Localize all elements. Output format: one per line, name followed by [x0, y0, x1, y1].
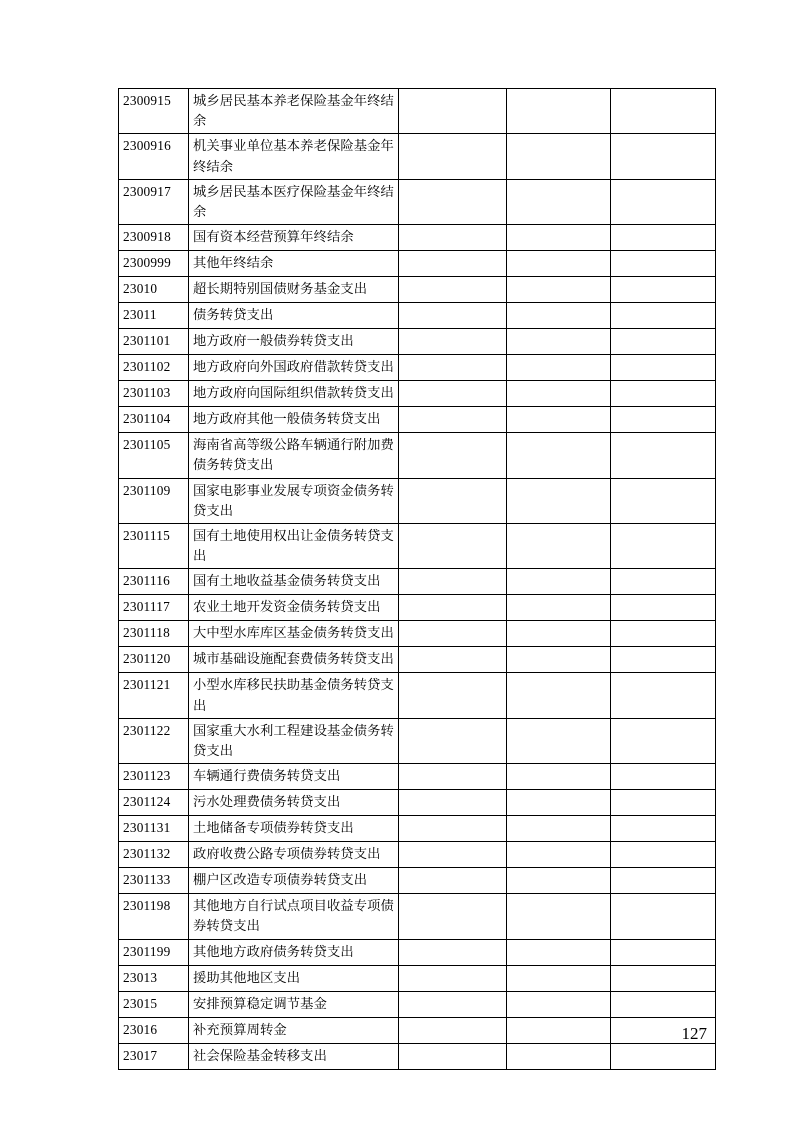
table-row: [119, 790, 716, 816]
table-row: [119, 225, 716, 251]
cell-value1: [399, 524, 507, 569]
table-row: [119, 277, 716, 303]
cell-value1: [399, 251, 507, 277]
cell-code: 2301103: [119, 381, 189, 407]
cell-code: 2301133: [119, 868, 189, 894]
cell-value3: [611, 303, 716, 329]
cell-code: 2300917: [119, 179, 189, 224]
cell-value2: [507, 816, 611, 842]
table-row: [119, 647, 716, 673]
cell-name: 农业土地开发资金债务转贷支出: [189, 595, 399, 621]
table-row: [119, 478, 716, 523]
cell-name: 车辆通行费债务转贷支出: [189, 764, 399, 790]
cell-code: 2301132: [119, 842, 189, 868]
cell-value3: [611, 939, 716, 965]
cell-value2: [507, 134, 611, 179]
cell-value2: [507, 790, 611, 816]
cell-code: 2301121: [119, 673, 189, 718]
cell-value1: [399, 764, 507, 790]
cell-code: 2301101: [119, 329, 189, 355]
cell-value3: [611, 277, 716, 303]
cell-name: 社会保险基金转移支出: [189, 1043, 399, 1069]
cell-value1: [399, 329, 507, 355]
cell-value2: [507, 329, 611, 355]
cell-code: 23016: [119, 1017, 189, 1043]
cell-value1: [399, 355, 507, 381]
table-row: [119, 303, 716, 329]
cell-value3: [611, 134, 716, 179]
table-row: [119, 433, 716, 478]
cell-value1: [399, 991, 507, 1017]
cell-code: 2301102: [119, 355, 189, 381]
cell-value2: [507, 225, 611, 251]
cell-value3: [611, 816, 716, 842]
cell-value2: [507, 355, 611, 381]
cell-code: 2301198: [119, 894, 189, 939]
cell-value3: [611, 595, 716, 621]
cell-value2: [507, 764, 611, 790]
table-row: [119, 939, 716, 965]
cell-code: 2301118: [119, 621, 189, 647]
cell-name: 国有资本经营预算年终结余: [189, 225, 399, 251]
cell-value1: [399, 433, 507, 478]
budget-expenditure-table: [118, 88, 716, 1070]
cell-value3: [611, 433, 716, 478]
table-body: [119, 89, 716, 1070]
cell-code: 2301120: [119, 647, 189, 673]
table-row: [119, 868, 716, 894]
cell-code: 2301124: [119, 790, 189, 816]
cell-value2: [507, 1043, 611, 1069]
cell-code: 2301115: [119, 524, 189, 569]
cell-value2: [507, 673, 611, 718]
cell-name: 政府收费公路专项债券转贷支出: [189, 842, 399, 868]
table-row: [119, 764, 716, 790]
table-row: [119, 407, 716, 433]
cell-name: 棚户区改造专项债券转贷支出: [189, 868, 399, 894]
cell-name: 大中型水库库区基金债务转贷支出: [189, 621, 399, 647]
table-row: [119, 621, 716, 647]
cell-value3: [611, 842, 716, 868]
cell-name: 地方政府向国际组织借款转贷支出: [189, 381, 399, 407]
cell-code: 2301104: [119, 407, 189, 433]
cell-value2: [507, 303, 611, 329]
cell-name: 国家重大水利工程建设基金债务转贷支出: [189, 718, 399, 763]
table-row: [119, 329, 716, 355]
cell-value3: [611, 764, 716, 790]
cell-value3: [611, 225, 716, 251]
cell-code: 2300915: [119, 89, 189, 134]
page-number: 127: [681, 1024, 707, 1043]
table-row: [119, 991, 716, 1017]
cell-name: 地方政府向外国政府借款转贷支出: [189, 355, 399, 381]
cell-name: 国有土地收益基金债务转贷支出: [189, 569, 399, 595]
cell-name: 城乡居民基本医疗保险基金年终结余: [189, 179, 399, 224]
cell-value3: [611, 1043, 716, 1069]
cell-value2: [507, 277, 611, 303]
cell-code: 23011: [119, 303, 189, 329]
cell-value1: [399, 595, 507, 621]
cell-value1: [399, 842, 507, 868]
cell-value3: [611, 673, 716, 718]
cell-name: 安排预算稳定调节基金: [189, 991, 399, 1017]
table-row: [119, 524, 716, 569]
cell-value1: [399, 673, 507, 718]
cell-code: 2301122: [119, 718, 189, 763]
cell-value1: [399, 179, 507, 224]
table-row: [119, 673, 716, 718]
cell-name: 机关事业单位基本养老保险基金年终结余: [189, 134, 399, 179]
cell-value3: [611, 868, 716, 894]
cell-name: 土地储备专项债券转贷支出: [189, 816, 399, 842]
cell-value1: [399, 1043, 507, 1069]
cell-value3: [611, 894, 716, 939]
cell-value1: [399, 939, 507, 965]
cell-name: 污水处理费债务转贷支出: [189, 790, 399, 816]
table-row: [119, 381, 716, 407]
cell-value2: [507, 1017, 611, 1043]
cell-code: 2300916: [119, 134, 189, 179]
cell-value3: [611, 718, 716, 763]
cell-value1: [399, 277, 507, 303]
cell-name: 国家电影事业发展专项资金债务转贷支出: [189, 478, 399, 523]
cell-code: 2301109: [119, 478, 189, 523]
table-row: [119, 816, 716, 842]
cell-value2: [507, 842, 611, 868]
cell-value2: [507, 89, 611, 134]
cell-value1: [399, 621, 507, 647]
cell-name: 援助其他地区支出: [189, 965, 399, 991]
cell-value1: [399, 894, 507, 939]
cell-value3: [611, 991, 716, 1017]
table-row: [119, 569, 716, 595]
cell-value1: [399, 303, 507, 329]
cell-code: 23017: [119, 1043, 189, 1069]
cell-name: 补充预算周转金: [189, 1017, 399, 1043]
cell-code: 23015: [119, 991, 189, 1017]
cell-value2: [507, 179, 611, 224]
cell-value1: [399, 816, 507, 842]
table-row: [119, 595, 716, 621]
cell-value1: [399, 381, 507, 407]
table-row: [119, 89, 716, 134]
cell-value2: [507, 381, 611, 407]
cell-code: 23010: [119, 277, 189, 303]
cell-code: 2301199: [119, 939, 189, 965]
cell-code: 23013: [119, 965, 189, 991]
cell-value2: [507, 647, 611, 673]
cell-value1: [399, 965, 507, 991]
cell-value3: [611, 179, 716, 224]
cell-value3: [611, 478, 716, 523]
cell-value2: [507, 621, 611, 647]
cell-value2: [507, 569, 611, 595]
cell-value3: [611, 569, 716, 595]
cell-value2: [507, 939, 611, 965]
cell-name: 其他地方政府债务转贷支出: [189, 939, 399, 965]
cell-name: 海南省高等级公路车辆通行附加费债务转贷支出: [189, 433, 399, 478]
cell-name: 地方政府一般债券转贷支出: [189, 329, 399, 355]
cell-value1: [399, 718, 507, 763]
cell-value2: [507, 868, 611, 894]
cell-name: 超长期特别国债财务基金支出: [189, 277, 399, 303]
cell-value2: [507, 718, 611, 763]
cell-code: 2300918: [119, 225, 189, 251]
table-row: [119, 1043, 716, 1069]
cell-value1: [399, 790, 507, 816]
cell-value2: [507, 894, 611, 939]
table-row: [119, 965, 716, 991]
cell-value3: [611, 407, 716, 433]
table-row: [119, 251, 716, 277]
cell-value2: [507, 524, 611, 569]
cell-value3: [611, 621, 716, 647]
cell-value3: [611, 381, 716, 407]
cell-name: 地方政府其他一般债务转贷支出: [189, 407, 399, 433]
table-row: [119, 718, 716, 763]
cell-value2: [507, 407, 611, 433]
cell-code: 2301117: [119, 595, 189, 621]
cell-value2: [507, 251, 611, 277]
cell-code: 2301123: [119, 764, 189, 790]
cell-code: 2300999: [119, 251, 189, 277]
cell-value1: [399, 89, 507, 134]
cell-value2: [507, 991, 611, 1017]
cell-value3: [611, 965, 716, 991]
cell-value3: [611, 251, 716, 277]
cell-value1: [399, 134, 507, 179]
table-row: [119, 355, 716, 381]
cell-value2: [507, 595, 611, 621]
cell-code: 2301105: [119, 433, 189, 478]
cell-name: 城市基础设施配套费债务转贷支出: [189, 647, 399, 673]
cell-value1: [399, 868, 507, 894]
cell-name: 城乡居民基本养老保险基金年终结余: [189, 89, 399, 134]
table-row: [119, 1017, 716, 1043]
cell-value1: [399, 647, 507, 673]
table-row: [119, 894, 716, 939]
cell-value2: [507, 478, 611, 523]
cell-value3: [611, 355, 716, 381]
cell-value1: [399, 225, 507, 251]
cell-name: 国有土地使用权出让金债务转贷支出: [189, 524, 399, 569]
cell-name: 其他地方自行试点项目收益专项债券转贷支出: [189, 894, 399, 939]
cell-code: 2301116: [119, 569, 189, 595]
cell-code: 2301131: [119, 816, 189, 842]
cell-name: 小型水库移民扶助基金债务转贷支出: [189, 673, 399, 718]
cell-name: 其他年终结余: [189, 251, 399, 277]
cell-value1: [399, 478, 507, 523]
cell-value1: [399, 407, 507, 433]
cell-value3: [611, 790, 716, 816]
cell-value1: [399, 1017, 507, 1043]
table-row: [119, 134, 716, 179]
cell-value3: [611, 329, 716, 355]
cell-value3: [611, 647, 716, 673]
cell-value2: [507, 965, 611, 991]
cell-name: 债务转贷支出: [189, 303, 399, 329]
table-row: [119, 179, 716, 224]
cell-value3: [611, 89, 716, 134]
cell-value3: [611, 524, 716, 569]
cell-value1: [399, 569, 507, 595]
table-row: [119, 842, 716, 868]
cell-value2: [507, 433, 611, 478]
